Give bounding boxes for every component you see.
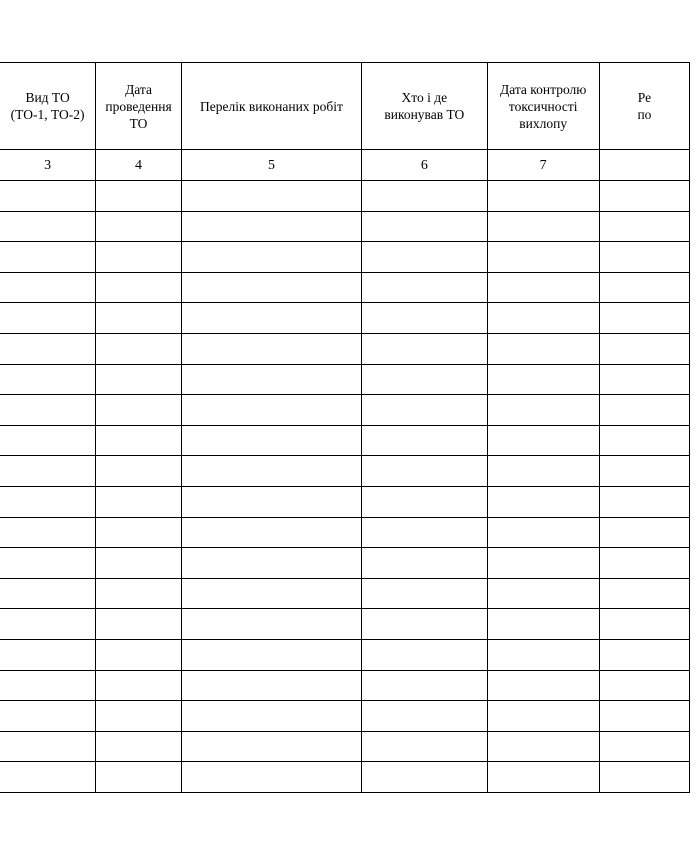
table-cell[interactable] xyxy=(96,242,182,273)
table-cell[interactable] xyxy=(599,272,689,303)
table-row xyxy=(0,395,690,426)
table-cell[interactable] xyxy=(0,303,96,334)
table-row xyxy=(0,609,690,640)
table-cell[interactable] xyxy=(487,456,599,487)
table-row xyxy=(0,731,690,762)
table-row xyxy=(0,548,690,579)
table-row xyxy=(0,181,690,212)
table-cell[interactable] xyxy=(96,303,182,334)
table-cell[interactable] xyxy=(599,456,689,487)
table-cell[interactable] xyxy=(181,181,361,212)
table-cell[interactable] xyxy=(599,578,689,609)
table-cell[interactable] xyxy=(487,303,599,334)
table-cell[interactable] xyxy=(96,701,182,732)
table-cell[interactable] xyxy=(96,731,182,762)
table-cell[interactable] xyxy=(487,731,599,762)
table-cell[interactable] xyxy=(599,333,689,364)
table-cell[interactable] xyxy=(181,578,361,609)
table-row xyxy=(0,272,690,303)
table-cell[interactable] xyxy=(599,670,689,701)
table-cell[interactable] xyxy=(362,517,487,548)
table-cell[interactable] xyxy=(0,548,96,579)
table-cell[interactable] xyxy=(362,762,487,793)
table-cell[interactable] xyxy=(0,731,96,762)
table-cell[interactable] xyxy=(599,395,689,426)
table-cell[interactable] xyxy=(181,303,361,334)
table-row xyxy=(0,639,690,670)
table-cell[interactable] xyxy=(96,333,182,364)
table-cell[interactable] xyxy=(181,395,361,426)
table-row xyxy=(0,456,690,487)
table-row xyxy=(0,670,690,701)
table-cell[interactable] xyxy=(599,609,689,640)
table-cell[interactable] xyxy=(487,548,599,579)
table-cell[interactable] xyxy=(599,731,689,762)
table-cell[interactable] xyxy=(599,425,689,456)
table-cell[interactable] xyxy=(362,272,487,303)
table-cell[interactable] xyxy=(181,517,361,548)
table-cell[interactable] xyxy=(362,364,487,395)
table-cell[interactable] xyxy=(487,211,599,242)
table-row xyxy=(0,211,690,242)
table-cell[interactable] xyxy=(599,181,689,212)
table-cell[interactable] xyxy=(362,242,487,273)
table-cell[interactable] xyxy=(96,364,182,395)
table-cell[interactable] xyxy=(487,242,599,273)
table-cell[interactable] xyxy=(96,762,182,793)
header-maintenance-date: Дата проведення ТО xyxy=(96,63,182,150)
table-cell[interactable] xyxy=(0,762,96,793)
table-cell[interactable] xyxy=(181,456,361,487)
table-cell[interactable] xyxy=(599,364,689,395)
table-cell[interactable] xyxy=(181,425,361,456)
table-cell[interactable] xyxy=(362,456,487,487)
table-cell[interactable] xyxy=(0,486,96,517)
table-cell[interactable] xyxy=(0,517,96,548)
table-body xyxy=(0,181,690,793)
table-cell[interactable] xyxy=(362,548,487,579)
table-cell[interactable] xyxy=(487,272,599,303)
table-cell[interactable] xyxy=(487,639,599,670)
table-row xyxy=(0,486,690,517)
table-cell[interactable] xyxy=(96,395,182,426)
table-cell[interactable] xyxy=(0,639,96,670)
table-cell[interactable] xyxy=(0,578,96,609)
header-row xyxy=(0,63,690,150)
table-cell[interactable] xyxy=(362,731,487,762)
table-cell[interactable] xyxy=(599,517,689,548)
table-cell[interactable] xyxy=(96,670,182,701)
table-cell[interactable] xyxy=(181,701,361,732)
table-cell[interactable] xyxy=(0,211,96,242)
table-cell[interactable] xyxy=(0,272,96,303)
table-cell[interactable] xyxy=(96,548,182,579)
header-exhaust-check-date: Дата контролю токсичності вихлопу xyxy=(487,63,599,150)
table-cell[interactable] xyxy=(96,486,182,517)
table-cell[interactable] xyxy=(96,425,182,456)
table-cell[interactable] xyxy=(0,670,96,701)
table-cell[interactable] xyxy=(0,364,96,395)
table-cell[interactable] xyxy=(362,395,487,426)
table-cell[interactable] xyxy=(487,181,599,212)
table-cell[interactable] xyxy=(487,486,599,517)
column-number: 6 xyxy=(362,150,487,181)
column-number: 5 xyxy=(181,150,361,181)
table-cell[interactable] xyxy=(96,517,182,548)
table-cell[interactable] xyxy=(599,701,689,732)
column-number-row xyxy=(0,150,690,181)
table-cell[interactable] xyxy=(362,486,487,517)
table-cell[interactable] xyxy=(96,272,182,303)
table-cell[interactable] xyxy=(599,486,689,517)
table-cell[interactable] xyxy=(599,639,689,670)
table-row xyxy=(0,242,690,273)
table-row xyxy=(0,303,690,334)
table-cell[interactable] xyxy=(487,395,599,426)
table-cell[interactable] xyxy=(362,701,487,732)
table-cell[interactable] xyxy=(362,578,487,609)
table-cell[interactable] xyxy=(487,517,599,548)
table-cell[interactable] xyxy=(181,364,361,395)
table-row xyxy=(0,578,690,609)
table-cell[interactable] xyxy=(0,242,96,273)
table-cell[interactable] xyxy=(96,211,182,242)
table-cell[interactable] xyxy=(599,762,689,793)
table-cell[interactable] xyxy=(181,670,361,701)
table-row xyxy=(0,425,690,456)
maintenance-log-table xyxy=(0,62,690,793)
table-cell[interactable] xyxy=(96,456,182,487)
column-number xyxy=(599,150,689,181)
table-cell[interactable] xyxy=(362,333,487,364)
table-cell[interactable] xyxy=(181,211,361,242)
table-cell[interactable] xyxy=(487,701,599,732)
table-cell[interactable] xyxy=(487,333,599,364)
table-cell[interactable] xyxy=(181,762,361,793)
header-performed-by: Хто і де виконував ТО xyxy=(362,63,487,150)
table-cell[interactable] xyxy=(362,211,487,242)
table-cell[interactable] xyxy=(599,211,689,242)
table-cell[interactable] xyxy=(487,578,599,609)
table-cell[interactable] xyxy=(96,639,182,670)
table-row xyxy=(0,701,690,732)
table-cell[interactable] xyxy=(599,242,689,273)
table-cell[interactable] xyxy=(362,181,487,212)
table-cell[interactable] xyxy=(487,670,599,701)
table-cell[interactable] xyxy=(487,364,599,395)
table-row xyxy=(0,762,690,793)
table-cell[interactable] xyxy=(96,578,182,609)
table-cell[interactable] xyxy=(487,609,599,640)
table-cell[interactable] xyxy=(487,425,599,456)
header-maintenance-type: Вид ТО (ТО-1, ТО-2) xyxy=(0,63,96,150)
table-cell[interactable] xyxy=(362,639,487,670)
table-cell[interactable] xyxy=(599,548,689,579)
table-cell[interactable] xyxy=(0,609,96,640)
table-cell[interactable] xyxy=(0,456,96,487)
table-cell[interactable] xyxy=(181,333,361,364)
table-cell[interactable] xyxy=(96,609,182,640)
table-cell[interactable] xyxy=(0,425,96,456)
column-number: 3 xyxy=(0,150,96,181)
table-row xyxy=(0,517,690,548)
table-cell[interactable] xyxy=(96,181,182,212)
table-row xyxy=(0,333,690,364)
table-row xyxy=(0,364,690,395)
table-cell[interactable] xyxy=(599,303,689,334)
table-cell[interactable] xyxy=(181,486,361,517)
table-cell[interactable] xyxy=(181,272,361,303)
table-cell[interactable] xyxy=(362,670,487,701)
header-work-list: Перелік виконаних робіт xyxy=(181,63,361,150)
table-cell[interactable] xyxy=(0,395,96,426)
table-cell[interactable] xyxy=(362,303,487,334)
table-cell[interactable] xyxy=(0,181,96,212)
table-cell[interactable] xyxy=(0,333,96,364)
column-number: 7 xyxy=(487,150,599,181)
column-number: 4 xyxy=(96,150,182,181)
table-cell[interactable] xyxy=(181,609,361,640)
table-cell[interactable] xyxy=(487,762,599,793)
table-cell[interactable] xyxy=(362,425,487,456)
table-cell[interactable] xyxy=(181,548,361,579)
table-cell[interactable] xyxy=(362,609,487,640)
table-cell[interactable] xyxy=(0,701,96,732)
table-cell[interactable] xyxy=(181,242,361,273)
table-cell[interactable] xyxy=(181,639,361,670)
header-col-8: Ре по xyxy=(599,63,689,150)
table-cell[interactable] xyxy=(181,731,361,762)
